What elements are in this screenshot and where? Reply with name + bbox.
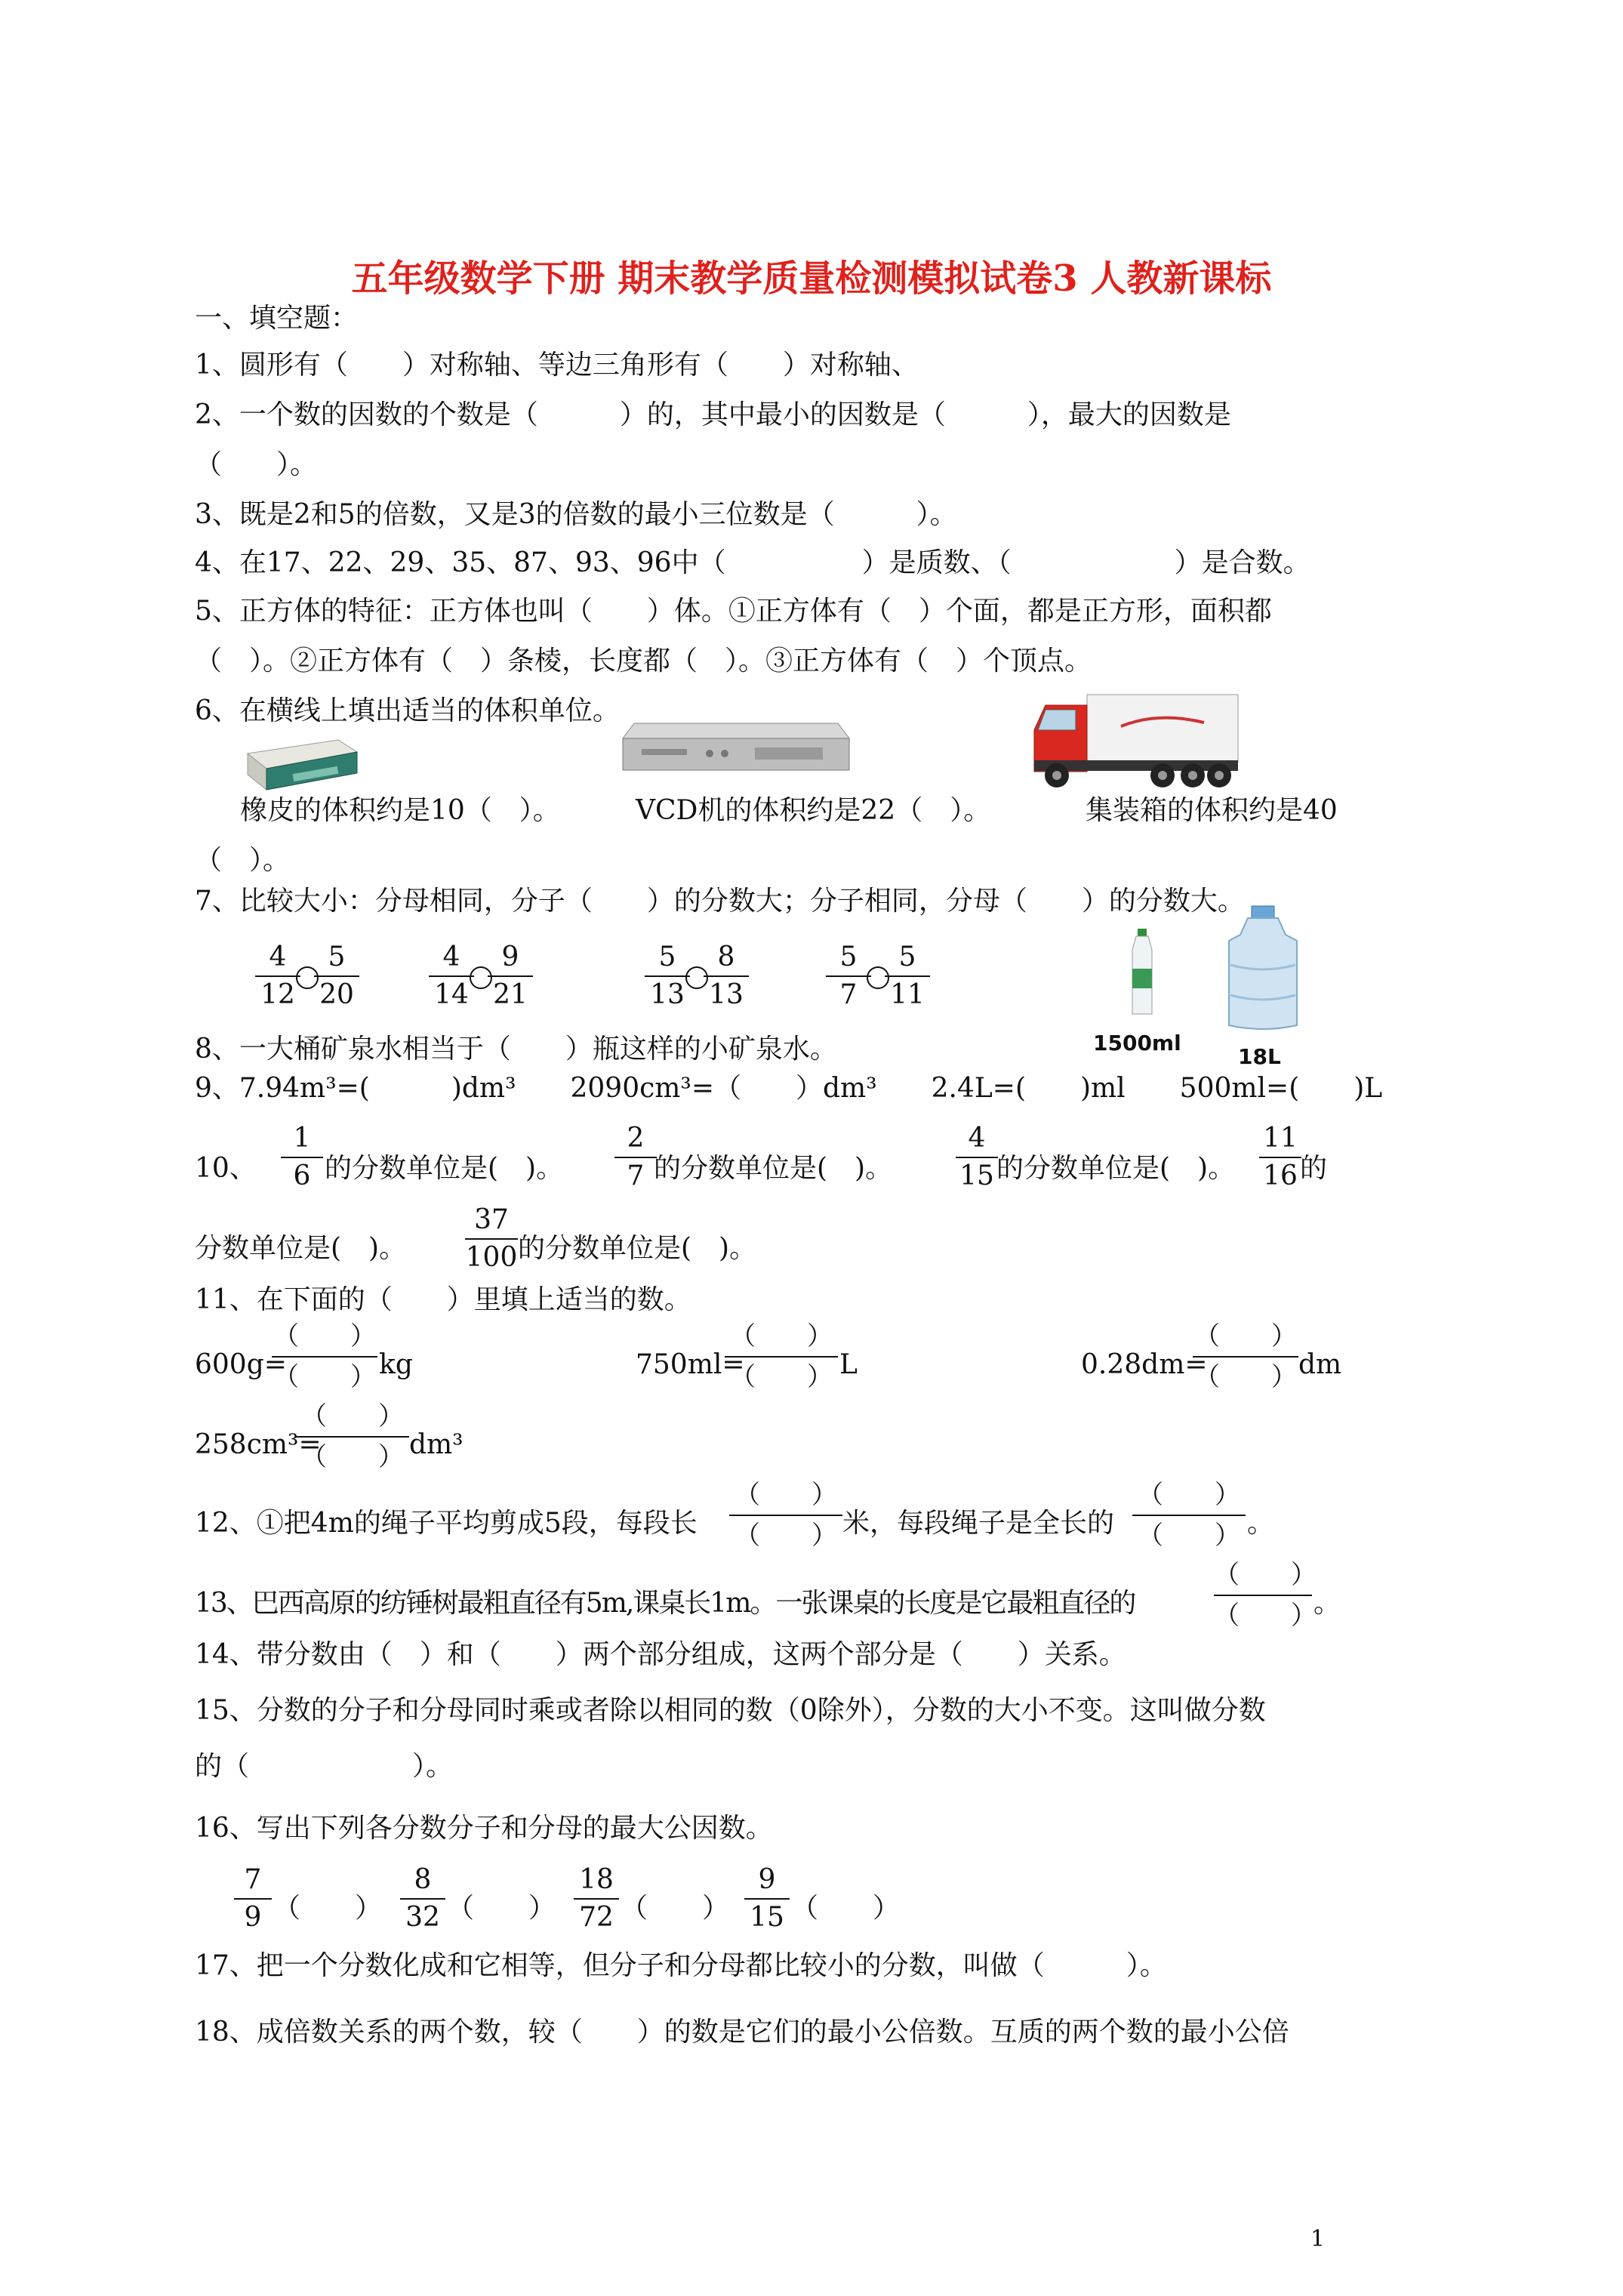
question-15-line1: 15、分数的分子和分母同时乘或者除以相同的数（0除外），分数的大小不变。这叫做分数 (195, 1695, 1266, 1726)
q11-item3-right: dm (1298, 1349, 1342, 1380)
question-5-line2: （ ）。②正方体有（ ）条棱，长度都（ ）。③正方体有（ ）个顶点。 (195, 646, 1092, 676)
q16-frac-3: 18 72 (574, 1865, 619, 1933)
question-2-line2: （ ）。 (195, 449, 318, 480)
q12-blank-2[interactable]: （ ） （ ） (1132, 1480, 1246, 1551)
q11-item3-left: 0.28dm= (1081, 1349, 1208, 1380)
q10-text-5: 的分数单位是( )。 (518, 1233, 757, 1264)
question-3: 3、既是2和5的倍数，又是3的倍数的最小三位数是（ ）。 (195, 499, 957, 530)
q16-paren-3: （ ） (621, 1893, 730, 1924)
q13-blank[interactable]: （ ） （ ） (1214, 1560, 1317, 1631)
question-9: 9、7.94m³=( )dm³ 2090cm³=（ ）dm³ 2.4L=( )ml 500ml=( )L (195, 1073, 1383, 1104)
question-13-b: 。 (1313, 1588, 1341, 1619)
q10-frac-4: 11 16 (1259, 1123, 1301, 1191)
question-12-a: 12、①把4m的绳子平均剪成5段，每段长 (195, 1508, 698, 1539)
q11-item2-right: L (839, 1349, 858, 1380)
small-bottle-image (1123, 927, 1161, 1018)
question-6-tail: （ ）。 (195, 845, 291, 876)
question-4: 4、在17、22、29、35、87、93、96中（ ）是质数、（ ）是合数。 (195, 547, 1310, 578)
question-18: 18、成倍数关系的两个数，较（ ）的数是它们的最小公倍数。互质的两个数的最小公倍 (195, 2017, 1289, 2048)
page-number: 1 (1310, 2226, 1326, 2252)
q10-frac-2: 2 7 (614, 1123, 657, 1191)
q10-line2-prefix: 分数单位是( )。 (195, 1233, 407, 1264)
water-jug-image (1221, 905, 1304, 1033)
question-6-item-eraser: 橡皮的体积约是10（ ）。 (240, 795, 560, 826)
q11-blank-1[interactable]: （ ） （ ） (273, 1321, 376, 1392)
section-heading: 一、填空题： (195, 303, 359, 334)
q10-frac-3: 4 15 (956, 1123, 998, 1191)
q7-pair2-b: 9 21 (488, 942, 533, 1010)
q11-item2-left: 750ml= (636, 1349, 745, 1380)
question-15-line2: 的（ ）。 (195, 1751, 454, 1782)
q10-text-4: 的 (1300, 1153, 1328, 1184)
eraser-image (240, 731, 361, 791)
page-title: 五年级数学下册 期末教学质量检测模拟试卷3 人教新课标 (351, 257, 1272, 300)
question-13-a: 13、巴西高原的纺锤树最粗直径有5m,课桌长1m。一张课桌的长度是它最粗直径的 (195, 1588, 1135, 1619)
q10-text-1: 的分数单位是( )。 (325, 1153, 564, 1184)
q16-frac-4: 9 15 (744, 1865, 790, 1933)
q11-item4-left: 258cm³= (195, 1429, 322, 1460)
q12-blank-1[interactable]: （ ） （ ） (729, 1480, 842, 1551)
question-5-line1: 5、正方体的特征：正方体也叫（ ）体。①正方体有（ ）个面，都是正方形，面积都 (195, 596, 1272, 627)
q11-blank-2[interactable]: （ ） （ ） (725, 1321, 838, 1392)
question-14: 14、带分数由（ ）和（ ）两个部分组成，这两个部分是（ ）关系。 (195, 1639, 1126, 1670)
question-12-b: 米，每段绳子是全长的 (842, 1508, 1115, 1539)
question-7: 7、比较大小：分母相同，分子（ ）的分数大；分子相同，分母（ ）的分数大。 (195, 886, 1245, 917)
question-10-label: 10、 (195, 1153, 257, 1184)
q7-pair3-b: 8 13 (704, 942, 749, 1010)
question-11: 11、在下面的（ ）里填上适当的数。 (195, 1284, 691, 1315)
vcd-player-image (619, 716, 853, 776)
q7-pair4-a: 5 7 (826, 942, 871, 1010)
q11-item4-right: dm³ (409, 1429, 463, 1460)
question-2-line1: 2、一个数的因数的个数是（ ）的，其中最小的因数是（ ），最大的因数是 (195, 399, 1231, 430)
question-8: 8、一大桶矿泉水相当于（ ）瓶这样的小矿泉水。 (195, 1034, 837, 1065)
q16-paren-4: （ ） (791, 1893, 901, 1924)
q7-pair1-b: 5 20 (314, 942, 359, 1010)
q10-frac-5: 37 100 (465, 1204, 518, 1273)
question-17: 17、把一个分数化成和它相等，但分子和分母都比较小的分数，叫做（ ）。 (195, 1950, 1167, 1981)
small-bottle-label: 1500ml (1093, 1031, 1181, 1056)
question-1: 1、圆形有（ ）对称轴、等边三角形有（ ）对称轴、 (195, 350, 919, 381)
q7-pair1-a: 4 12 (255, 942, 300, 1010)
truck-image (1030, 689, 1242, 794)
q10-text-3: 的分数单位是( )。 (996, 1153, 1236, 1184)
question-6-item-vcd: VCD机的体积约是22（ ）。 (636, 795, 991, 826)
q7-pair2-a: 4 14 (429, 942, 474, 1010)
q11-blank-4[interactable]: （ ） （ ） (296, 1401, 409, 1472)
water-jug-label: 18L (1238, 1044, 1281, 1069)
q16-paren-2: （ ） (447, 1893, 556, 1924)
question-6: 6、在横线上填出适当的体积单位。 (195, 695, 620, 726)
q16-paren-1: （ ） (273, 1893, 383, 1924)
q16-frac-2: 8 32 (400, 1865, 445, 1933)
question-6-item-container: 集装箱的体积约是40 (1086, 795, 1338, 826)
question-12-c: 。 (1247, 1508, 1275, 1539)
q16-frac-1: 7 9 (234, 1865, 272, 1933)
question-16: 16、写出下列各分数分子和分母的最大公因数。 (195, 1813, 773, 1844)
q10-frac-1: 1 6 (281, 1123, 323, 1191)
q7-pair4-b: 5 11 (885, 942, 930, 1010)
q11-item1-right: kg (379, 1349, 413, 1380)
q11-item1-left: 600g= (195, 1349, 287, 1380)
q11-blank-3[interactable]: （ ） （ ） (1194, 1321, 1297, 1392)
q10-text-2: 的分数单位是( )。 (654, 1153, 893, 1184)
q7-pair3-a: 5 13 (645, 942, 690, 1010)
